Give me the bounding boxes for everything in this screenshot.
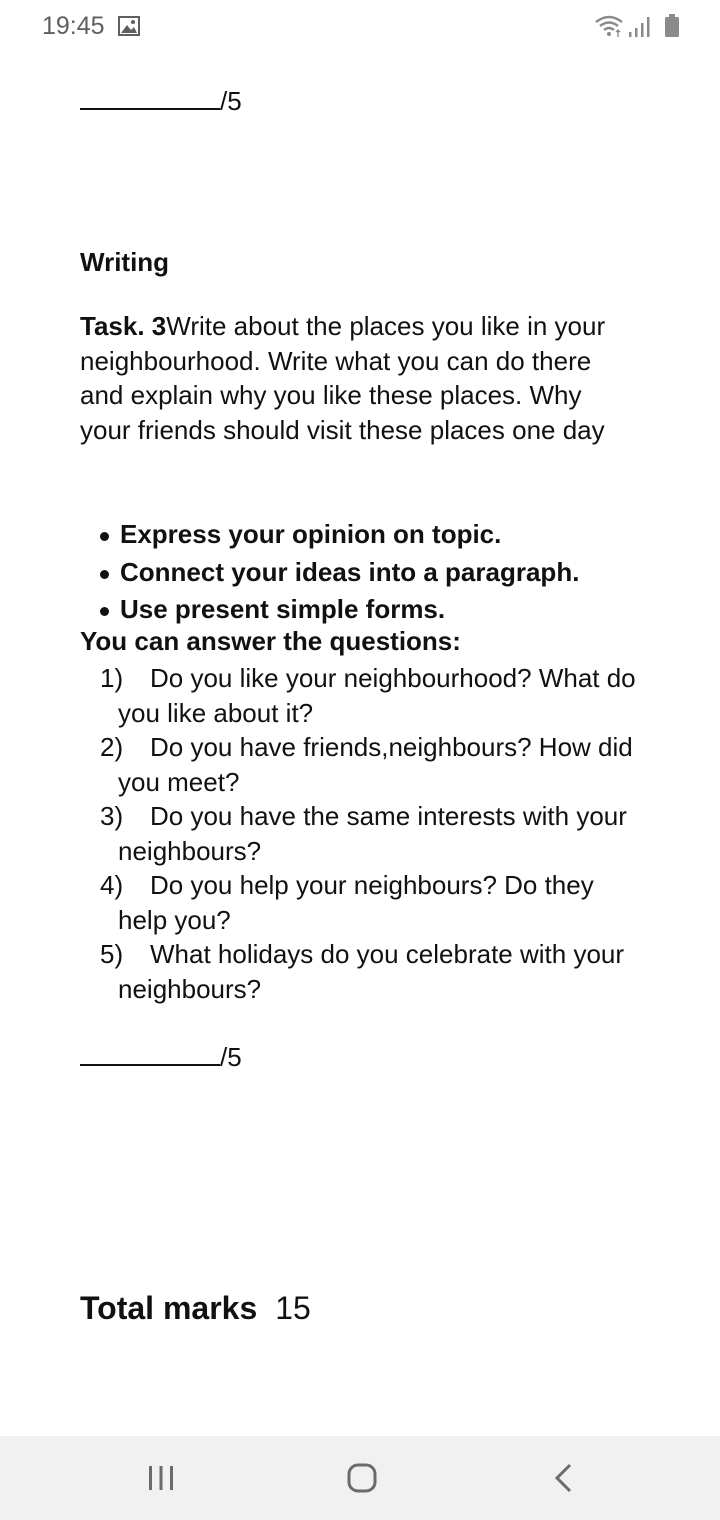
total-marks-label: Total marks: [80, 1290, 258, 1326]
questions-list: [80, 661, 640, 1006]
question-number: 1): [100, 663, 124, 693]
question-text: Do you help your neighbours? Do they help you?: [118, 870, 594, 935]
home-icon[interactable]: [342, 1458, 382, 1498]
recents-icon[interactable]: [141, 1458, 181, 1498]
section-heading: Writing: [80, 247, 170, 277]
list-item: [80, 554, 680, 592]
question-number: 4): [100, 870, 124, 900]
list-item: [80, 591, 680, 629]
wifi-icon: [594, 14, 624, 38]
battery-icon: [664, 14, 680, 38]
bullet-text: Connect your ideas into a paragraph.: [120, 556, 580, 587]
gallery-icon: [118, 16, 140, 36]
navigation-bar: [0, 1436, 720, 1520]
bullet-text: Use present simple forms.: [120, 594, 446, 624]
score-blank: [80, 86, 220, 110]
task-text: Write about the places you like in your neighbourhood. Write what you can do there and explain why you like these places. Why your friends should visit these places one day: [80, 311, 606, 445]
question-text: Do you have friends,neighbours? How did you meet?: [118, 732, 633, 797]
bullet-icon: [100, 532, 109, 541]
question-item: [80, 661, 640, 730]
instruction-list: [80, 516, 680, 629]
bullet-icon: [100, 607, 109, 616]
total-marks-value: 15: [275, 1290, 311, 1326]
question-item: [80, 730, 640, 799]
back-icon[interactable]: [545, 1458, 585, 1498]
top-score-line: [80, 86, 242, 116]
question-number: 5): [100, 939, 124, 969]
question-number: 2): [100, 732, 124, 762]
score-total: /5: [220, 86, 242, 116]
bullet-icon: [100, 570, 109, 579]
question-text: Do you like your neighbourhood? What do you like about it?: [118, 663, 636, 728]
question-item: [80, 868, 640, 937]
status-time: 19:45: [42, 12, 105, 40]
status-bar: [0, 0, 720, 56]
questions-heading: You can answer the questions:: [80, 626, 461, 656]
question-item: [80, 799, 640, 868]
score-blank: [80, 1042, 220, 1066]
question-item: [80, 937, 640, 1006]
bottom-score-line: [80, 1042, 242, 1072]
task-paragraph: [80, 309, 620, 447]
list-item: [80, 516, 680, 554]
bullet-text: Express your opinion on topic.: [120, 519, 502, 549]
question-text: What holidays do you celebrate with your neighbours?: [118, 939, 625, 1004]
task-label: Task. 3: [80, 311, 167, 341]
total-marks: [80, 1290, 311, 1327]
signal-icon: [628, 16, 650, 38]
score-total: /5: [220, 1042, 242, 1072]
question-text: Do you have the same interests with your neighbours?: [118, 801, 627, 866]
question-number: 3): [100, 801, 124, 831]
